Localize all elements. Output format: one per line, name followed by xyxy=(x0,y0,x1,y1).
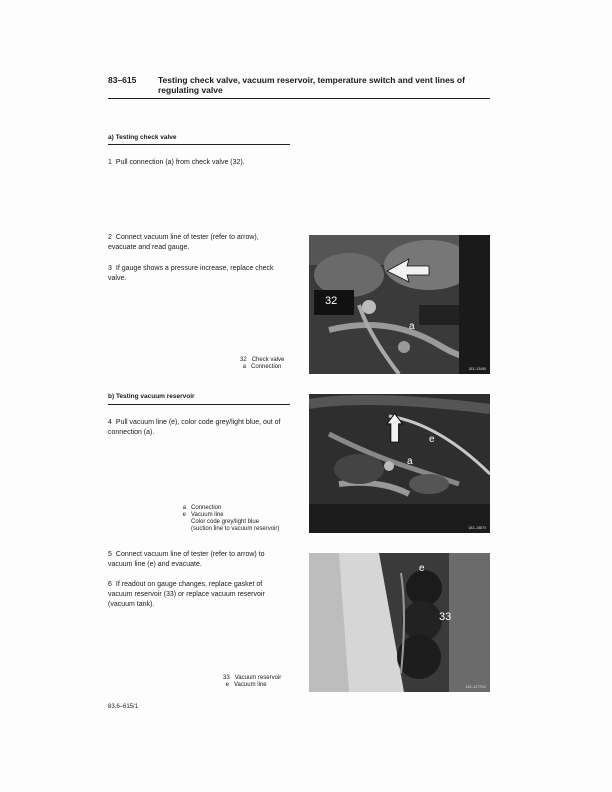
photo-check-valve xyxy=(309,235,490,374)
section-b-title: b) Testing vacuum reservoir xyxy=(108,393,195,400)
figure-caption-vacuum-line: a Connection e Vacuum line Color code grey/light blue (suction line to vacuum reservoir) xyxy=(182,505,280,532)
photo-reference-number: 182–12770/2 xyxy=(465,685,486,689)
section-b-divider xyxy=(108,404,290,405)
step-number: 5 xyxy=(108,551,112,558)
step-text: If gauge shows a pressure increase, replace check valve. xyxy=(108,265,274,282)
label-e: e xyxy=(429,434,435,445)
photo-vacuum-reservoir xyxy=(309,553,490,692)
page-title: Testing check valve, vacuum reservoir, temperature switch and vent lines of regulating valve xyxy=(158,75,465,95)
step-5 xyxy=(108,550,288,570)
figure-caption-vacuum-reservoir: 33 Vacuum reservoir e Vacuum line xyxy=(223,675,282,688)
step-2 xyxy=(108,233,288,253)
section-a-divider xyxy=(108,144,290,145)
step-text: Connect vacuum line of tester (refer to arrow) to vacuum line (e) and evacuate. xyxy=(108,551,265,568)
label-a: a xyxy=(409,321,415,332)
photo-reference-number: 183–13485 xyxy=(468,367,486,371)
section-a-title: a) Testing check valve xyxy=(108,134,177,141)
photo-vacuum-line xyxy=(309,394,490,533)
section-code: 83–615 xyxy=(108,75,137,85)
step-text: Connect vacuum line of tester (refer to arrow), evacuate and read gauge. xyxy=(108,234,259,251)
step-text: Pull vacuum line (e), color code grey/light blue, out of connection (a). xyxy=(108,419,281,436)
label-a: a xyxy=(407,456,413,467)
step-number: 4 xyxy=(108,419,112,426)
step-number: 2 xyxy=(108,234,112,241)
label-32: 32 xyxy=(325,295,338,307)
figure-caption-check-valve: 32 Check valve a Connection xyxy=(240,357,285,370)
header-divider xyxy=(108,98,490,99)
label-33: 33 xyxy=(439,611,452,623)
step-number: 1 xyxy=(108,159,112,166)
step-number: 3 xyxy=(108,265,112,272)
step-text: If readout on gauge changes, replace gasket of vacuum reservoir (33) or replace vacuum reservoir (vacuum tank). xyxy=(108,581,265,608)
page-footer-ref: 83.6–615/1 xyxy=(108,704,139,710)
label-e: e xyxy=(419,563,425,574)
photo-reference-number: 182–15870 xyxy=(468,526,486,530)
step-text: Pull connection (a) from check valve (32). xyxy=(115,159,245,166)
step-number: 6 xyxy=(108,581,112,588)
step-4 xyxy=(108,418,288,438)
step-1 xyxy=(108,158,288,168)
step-6 xyxy=(108,580,288,610)
step-3 xyxy=(108,264,288,284)
